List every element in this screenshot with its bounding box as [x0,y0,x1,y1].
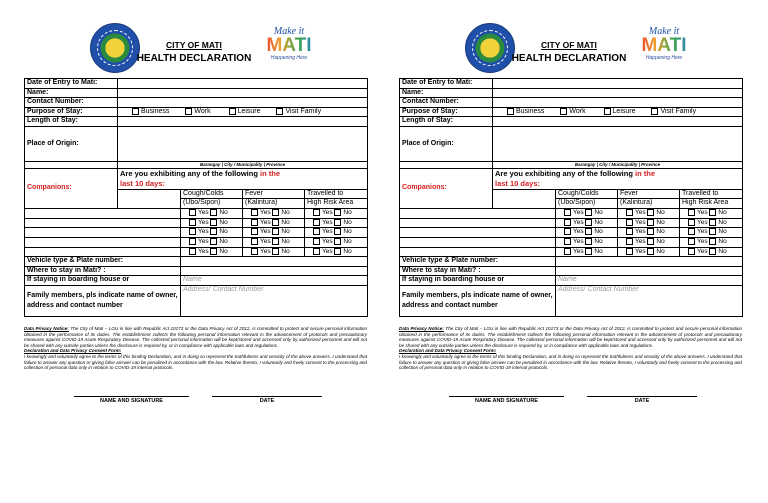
companion-row [25,247,368,257]
fever-yes-no[interactable]: Yes No [618,247,680,257]
contact-label: Contact Number: [25,98,118,108]
vehicle-label: Vehicle type & Plate number: [400,257,556,267]
companion-row [400,247,743,257]
name-label: Name: [400,88,493,98]
cough-header: Cough/Colds [556,189,618,199]
form-header [24,20,367,78]
length-label: Length of Stay: [400,117,493,127]
fever-yes-no[interactable]: Yes No [618,208,680,218]
vehicle-field[interactable] [181,257,368,267]
companion-row [400,238,743,248]
cough-yes-no[interactable]: Yes No [181,238,243,248]
name-field[interactable] [118,88,368,98]
cough-yes-no[interactable]: Yes No [181,218,243,228]
cough-yes-no[interactable]: Yes No [556,228,618,238]
companion-row [25,228,368,238]
city-title: CITY OF MATI [541,40,597,50]
origin-sublabel: Barangay | City / Municipality | Province [493,161,743,168]
companions-label: Companions: [25,168,118,208]
city-title: CITY OF MATI [166,40,222,50]
fever-yes-no[interactable]: Yes No [243,208,305,218]
boarding-address-field[interactable]: Address/ Contact Number [556,285,743,316]
origin-label: Place of Origin: [25,126,118,161]
declaration-table: Date of Entry to Mati: Name: Contact Number: Purpose of Stay: Business Work Leisure Visit Family Length of Stay: Place of Origin: Barangay | City / Municipality | Province Companions: Are you exhibiting any of the following in the last 10 days: Cough/Colds Fever Travelled to (Ubo/Sipon) (Kalintura) High Risk Area Yes No Yes No Yes No Yes No Yes No Yes No Yes No Yes No Yes No Yes No Yes No Yes No Yes No Yes No Yes No Vehicle type & Plate number: Where to stay in Mati? : If staying in boarding house or Name Family members, pls indicate name of owner, address and contact number Address/ Contact Number [24,78,368,317]
companion-name-field[interactable] [400,247,556,257]
symptom-question: Are you exhibiting any of the following in the last 10 days: [493,168,743,189]
origin-field[interactable] [493,126,743,161]
travel-yes-no[interactable]: Yes No [680,247,743,257]
symptom-question: Are you exhibiting any of the following in the last 10 days: [118,168,368,189]
travel-yes-no[interactable]: Yes No [305,228,368,238]
vehicle-field[interactable] [556,257,743,267]
date-entry-label: Date of Entry to Mati: [400,79,493,89]
companion-row [25,208,368,218]
cough-yes-no[interactable]: Yes No [181,228,243,238]
companion-name-field[interactable] [400,238,556,248]
companion-row [25,238,368,248]
fever-yes-no[interactable]: Yes No [618,218,680,228]
length-field[interactable] [493,117,743,127]
date-entry-label: Date of Entry to Mati: [25,79,118,89]
purpose-leisure-checkbox[interactable]: Leisure [229,108,261,115]
purpose-visit-family-checkbox[interactable]: Visit Family [651,108,696,115]
form-title: HEALTH DECLARATION [136,53,252,64]
cough-header: Cough/Colds [181,189,243,199]
where-field[interactable] [556,266,743,276]
purpose-label: Purpose of Stay: [400,107,493,117]
origin-field[interactable] [118,126,368,161]
form-title: HEALTH DECLARATION [511,53,627,64]
companion-row [400,208,743,218]
signature-row [399,384,742,414]
date-entry-field[interactable] [493,79,743,89]
purpose-label: Purpose of Stay: [25,107,118,117]
purpose-work-checkbox[interactable]: Work [560,108,585,115]
name-signature-line[interactable]: NAME AND SIGNATURE [74,396,189,404]
contact-field[interactable] [493,98,743,108]
date-line[interactable]: DATE [587,396,697,404]
companion-name-field[interactable] [400,218,556,228]
form-header [399,20,742,78]
companion-row [25,218,368,228]
cough-yes-no[interactable]: Yes No [556,238,618,248]
fever-yes-no[interactable]: Yes No [243,238,305,248]
contact-field[interactable] [118,98,368,108]
city-seal-logo [465,23,515,73]
boarding-label: If staying in boarding house or [25,276,181,286]
name-signature-line[interactable]: NAME AND SIGNATURE [449,396,564,404]
travel-yes-no[interactable]: Yes No [680,228,743,238]
purpose-options [118,107,368,117]
companion-name-field[interactable] [25,208,181,218]
travel-yes-no[interactable]: Yes No [305,218,368,228]
fever-yes-no[interactable]: Yes No [243,247,305,257]
fever-yes-no[interactable]: Yes No [618,228,680,238]
travel-yes-no[interactable]: Yes No [305,208,368,218]
fever-yes-no[interactable]: Yes No [243,228,305,238]
companions-label: Companions: [400,168,493,208]
family-label: Family members, pls indicate name of owner, address and contact number [400,285,556,316]
companion-name-field[interactable] [25,238,181,248]
boarding-address-field[interactable]: Address/ Contact Number [181,285,368,316]
make-it-mati-logo: Make it MATI Happening Here [262,26,316,68]
purpose-options [493,107,743,117]
name-field[interactable] [493,88,743,98]
purpose-work-checkbox[interactable]: Work [185,108,210,115]
companion-name-field[interactable] [400,208,556,218]
cough-yes-no[interactable]: Yes No [556,208,618,218]
companion-row [400,218,743,228]
vehicle-label: Vehicle type & Plate number: [25,257,181,267]
purpose-visit-family-checkbox[interactable]: Visit Family [276,108,321,115]
make-it-mati-logo: Make it MATI Happening Here [637,26,691,68]
travel-yes-no[interactable]: Yes No [305,238,368,248]
where-label: Where to stay in Mati? : [400,266,556,276]
health-declaration-form-right [399,20,742,462]
fever-yes-no[interactable]: Yes No [618,238,680,248]
boarding-name-field[interactable]: Name [556,276,743,286]
contact-label: Contact Number: [400,98,493,108]
date-entry-field[interactable] [118,79,368,89]
companion-name-field[interactable] [25,218,181,228]
purpose-leisure-checkbox[interactable]: Leisure [604,108,636,115]
health-declaration-form-left [24,20,367,462]
origin-label: Place of Origin: [400,126,493,161]
length-label: Length of Stay: [25,117,118,127]
city-seal-logo [90,23,140,73]
travel-header: Travelled to [680,189,743,199]
privacy-notice: Data Privacy Notice: The City of Mati – LGU in line with Republic Act 10173 or the Data Privacy Act of 2012, is committed to protect and secure personal information obtained in the performance of its duties. The establishment collects the following personal information relevant in the advancement of protocols and precautionary measures against COVID-19 Acute Respiratory Disease. The collected personal information will be kept/stored and accessed only by authorized personnel and will not be shared with any outside parties unless the disclosure is required by, or in compliance with applicable laws and regulations. Declaration and Data Privacy Consent Form: I knowingly and voluntarily agree to the terms of this binding Declaration, and in doing so represent the truthfulness and veracity of the above answers. I understand that failure to answer any question or giving false answer can be penalized in accordance with the law. Relative thereto, I voluntarily and freely consent to the processing and collection of personal data only in relation to COVID-19 internal protocols. [24,325,367,371]
travel-yes-no[interactable]: Yes No [680,208,743,218]
where-field[interactable] [181,266,368,276]
companion-name-field[interactable] [400,228,556,238]
companion-row [400,228,743,238]
travel-header: Travelled to [305,189,368,199]
declaration-table: Date of Entry to Mati: Name: Contact Number: Purpose of Stay: Business Work Leisure Visit Family Length of Stay: Place of Origin: Barangay | City / Municipality | Province Companions: Are you exhibiting any of the following in the last 10 days: Cough/Colds Fever Travelled to (Ubo/Sipon) (Kalintura) High Risk Area Yes No Yes No Yes No Yes No Yes No Yes No Yes No Yes No Yes No Yes No Yes No Yes No Yes No Yes No Yes No Vehicle type & Plate number: Where to stay in Mati? : If staying in boarding house or Name Family members, pls indicate name of owner, address and contact number Address/ Contact Number [399,78,743,317]
cough-yes-no[interactable]: Yes No [556,247,618,257]
companion-name-field[interactable] [25,247,181,257]
boarding-label: If staying in boarding house or [400,276,556,286]
travel-yes-no[interactable]: Yes No [680,238,743,248]
fever-header: Fever [243,189,305,199]
travel-yes-no[interactable]: Yes No [680,218,743,228]
origin-sublabel: Barangay | City / Municipality | Province [118,161,368,168]
length-field[interactable] [118,117,368,127]
signature-row [24,384,367,414]
purpose-business-checkbox[interactable]: Business [132,108,169,115]
cough-yes-no[interactable]: Yes No [556,218,618,228]
companion-name-field[interactable] [25,228,181,238]
family-label: Family members, pls indicate name of owner, address and contact number [25,285,181,316]
fever-header: Fever [618,189,680,199]
fever-yes-no[interactable]: Yes No [243,218,305,228]
privacy-notice: Data Privacy Notice: The City of Mati – LGU in line with Republic Act 10173 or the Data Privacy Act of 2012, is committed to protect and secure personal information obtained in the performance of its duties. The establishment collects the following personal information relevant in the advancement of protocols and precautionary measures against COVID-19 Acute Respiratory Disease. The collected personal information will be kept/stored and accessed only by authorized personnel and will not be shared with any outside parties unless the disclosure is required by, or in compliance with applicable laws and regulations. Declaration and Data Privacy Consent Form: I knowingly and voluntarily agree to the terms of this binding Declaration, and in doing so represent the truthfulness and veracity of the above answers. I understand that failure to answer any question or giving false answer can be penalized in accordance with the law. Relative thereto, I voluntarily and freely consent to the processing and collection of personal data only in relation to COVID-19 internal protocols. [399,325,742,371]
boarding-name-field[interactable]: Name [181,276,368,286]
cough-yes-no[interactable]: Yes No [181,208,243,218]
where-label: Where to stay in Mati? : [25,266,181,276]
name-label: Name: [25,88,118,98]
date-line[interactable]: DATE [212,396,322,404]
purpose-business-checkbox[interactable]: Business [507,108,544,115]
travel-yes-no[interactable]: Yes No [305,247,368,257]
cough-yes-no[interactable]: Yes No [181,247,243,257]
